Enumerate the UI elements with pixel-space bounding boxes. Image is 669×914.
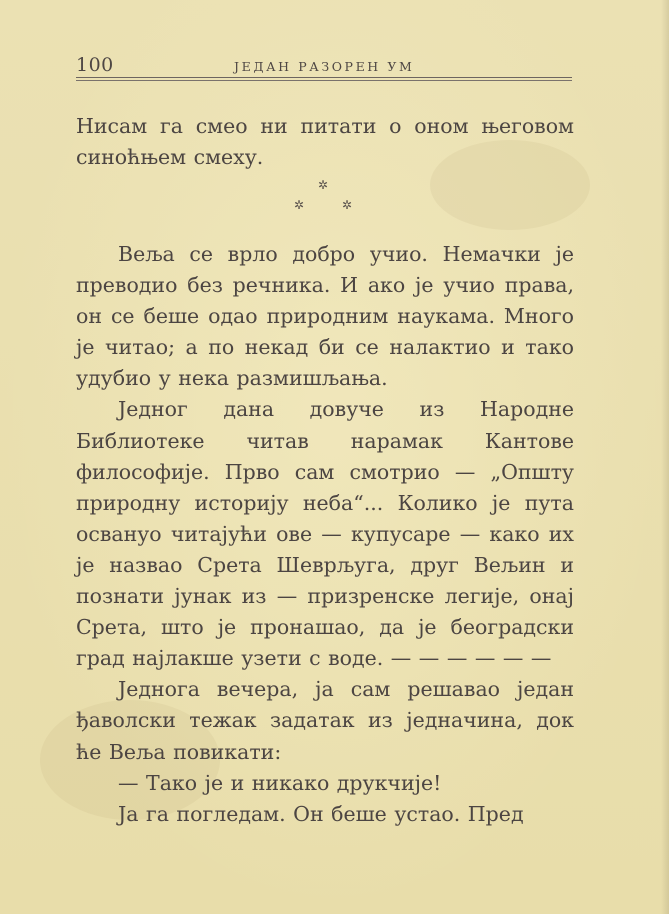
paragraph: Нисам га смео ни питати о оном његовом синоћњем смеху.	[76, 114, 574, 170]
paragraph: Једног дана довуче из Народне Библиотеке читав нарамак Кантове философије. Прво сам смотрио — „Општу природну историју неба“... Колико је пута освануо читајући ове — купусаре — како их је назвао Срета Шеврљуга, друг Вељин и познати јунак из — призренске легије, онај Срета, што је пронашао, да је београдски град најлакше узети с воде. — — — — — —	[76, 397, 574, 671]
asterism-star: ✲	[342, 198, 353, 212]
paragraph: Веља се врло добро учио. Немачки је преводио без речника. И ако је учио права, он се беше одао природним наукама. Много је читао; а по некад би се налактио и тако удубио у нека размишљања.	[76, 242, 574, 391]
page-header	[76, 52, 572, 82]
asterism-star: ✲	[318, 178, 329, 192]
asterism-star: ✲	[294, 198, 305, 212]
header-rule	[76, 77, 572, 78]
text-block-top	[76, 111, 574, 173]
running-head: ЈЕДАН РАЗОРЕН УМ	[234, 59, 415, 74]
page-number: 100	[76, 54, 114, 76]
paragraph: Једнога вечера, ја сам решавао један ђаволски тежак задатак из једначина, док ће Веља повикати:	[76, 677, 574, 764]
text-block-main	[76, 239, 574, 830]
header-rule	[76, 80, 572, 81]
section-break	[0, 178, 669, 218]
paragraph: — Тако је и никако друкчије!	[118, 770, 442, 795]
page-edge-shadow	[661, 0, 669, 914]
paragraph: Ја га погледам. Он беше устао. Пред	[118, 801, 524, 826]
